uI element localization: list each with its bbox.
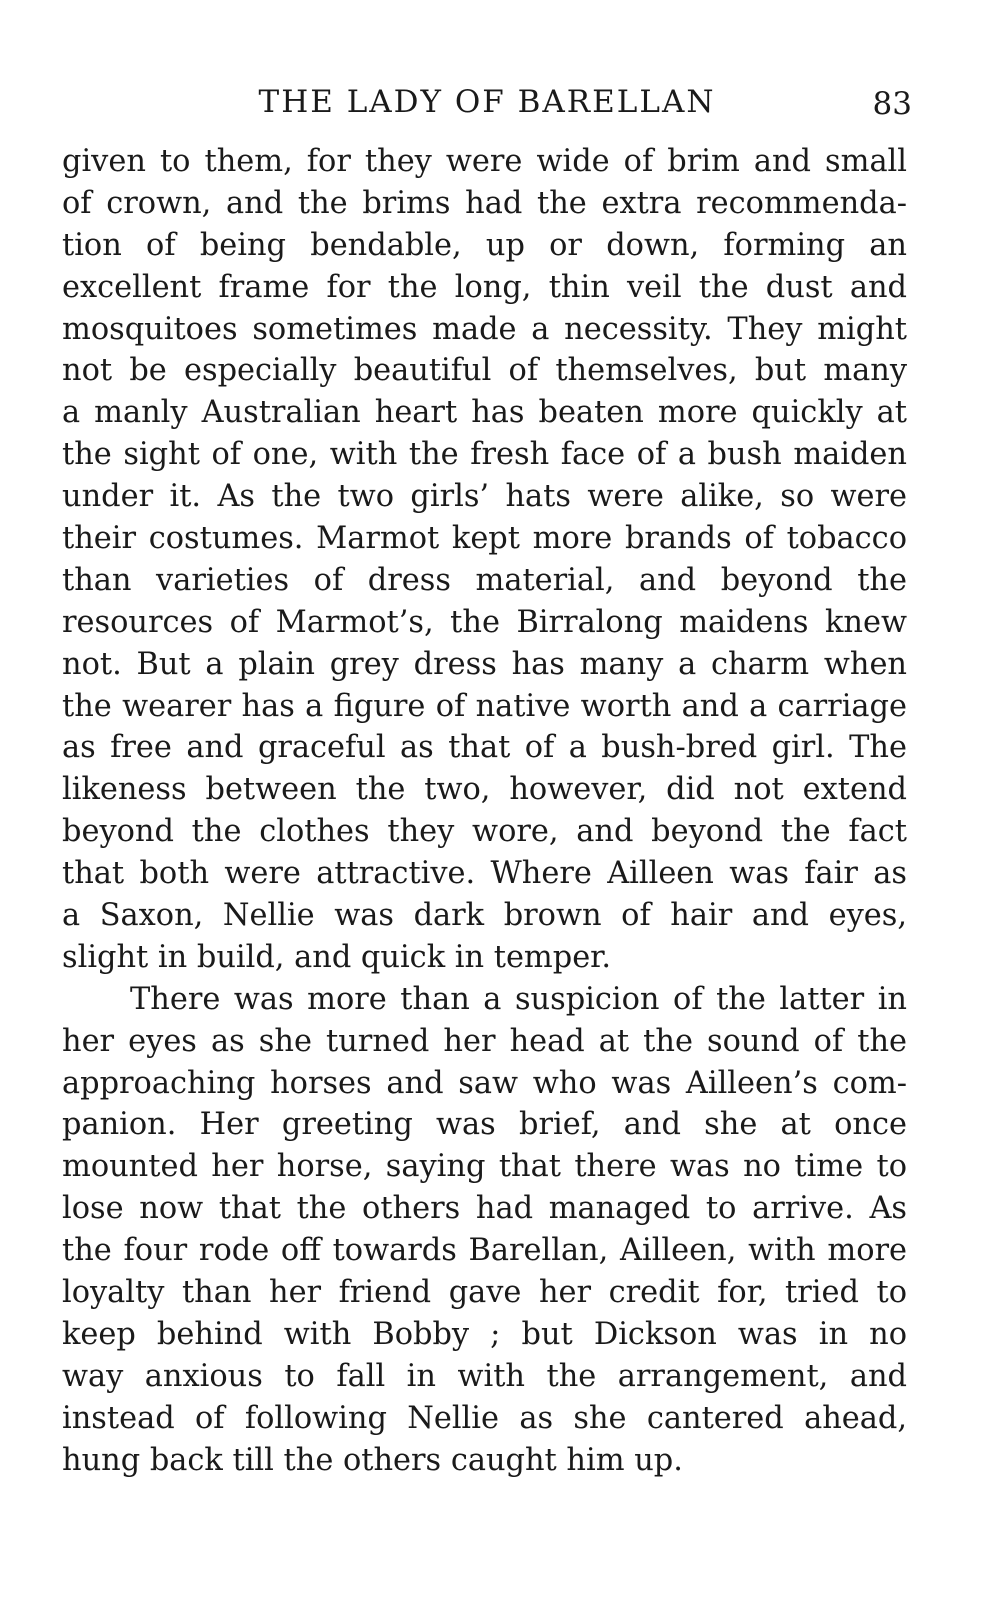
text-line: excellent frame for the long, thin veil the dust and xyxy=(62,269,907,305)
text-line: not be especially beautiful of themselves, but many xyxy=(62,353,907,389)
text-line: lose now that the others had managed to arrive. As xyxy=(62,1191,907,1227)
text-line: the wearer has a figure of native worth and a carriage xyxy=(62,688,907,724)
page-number: 83 xyxy=(872,86,912,122)
text-line: hung back till the others caught him up. xyxy=(62,1442,683,1478)
text-line: given to them, for they were wide of brim and small xyxy=(62,144,907,179)
text-line: beyond the clothes they wore, and beyond the fact xyxy=(62,814,907,850)
text-line: of crown, and the brims had the extra recommenda- xyxy=(62,185,907,221)
text-line: resources of Marmot’s, the Birralong maidens knew xyxy=(62,604,907,640)
text-line: the sight of one, with the fresh face of a bush maiden xyxy=(62,437,907,473)
text-line: panion. Her greeting was brief, and she at once xyxy=(62,1107,907,1143)
text-line: way anxious to fall in with the arrangement, and xyxy=(62,1358,907,1394)
text-line: mosquitoes sometimes made a necessity. They might xyxy=(62,311,907,347)
text-line: There was more than a suspicion of the latter in xyxy=(130,981,907,1017)
text-line: instead of following Nellie as she cantered ahead, xyxy=(62,1400,907,1436)
text-line: mounted her horse, saying that there was no time to xyxy=(62,1149,907,1185)
text-line: the four rode off towards Barellan, Ailleen, with more xyxy=(62,1233,907,1269)
text-line: loyalty than her friend gave her credit for, tried to xyxy=(62,1275,907,1311)
text-line: her eyes as she turned her head at the sound of the xyxy=(62,1023,907,1059)
text-line: a manly Australian heart has beaten more quickly at xyxy=(62,395,907,431)
text-line: that both were attractive. Where Ailleen was fair as xyxy=(62,856,907,892)
text-line: tion of being bendable, up or down, forming an xyxy=(62,227,907,263)
running-head xyxy=(62,80,912,124)
text-line: not. But a plain grey dress has many a charm when xyxy=(62,646,907,682)
text-line: likeness between the two, however, did not extend xyxy=(62,772,907,808)
text-line: a Saxon, Nellie was dark brown of hair and eyes, xyxy=(62,898,907,934)
text-line: than varieties of dress material, and beyond the xyxy=(62,562,907,598)
text-line: their costumes. Marmot kept more brands of tobacco xyxy=(62,521,907,557)
running-title: THE LADY OF BARELLAN xyxy=(258,84,716,120)
paragraph xyxy=(62,979,907,1482)
text-line: approaching horses and saw who was Ailleen’s com- xyxy=(62,1065,907,1101)
paragraph xyxy=(62,141,907,979)
text-line: under it. As the two girls’ hats were alike, so were xyxy=(62,479,907,515)
body-text xyxy=(62,141,907,1482)
text-line: keep behind with Bobby ; but Dickson was in no xyxy=(62,1316,907,1352)
text-line: as free and graceful as that of a bush-bred girl. The xyxy=(62,730,907,766)
text-line: slight in build, and quick in temper. xyxy=(62,939,612,975)
